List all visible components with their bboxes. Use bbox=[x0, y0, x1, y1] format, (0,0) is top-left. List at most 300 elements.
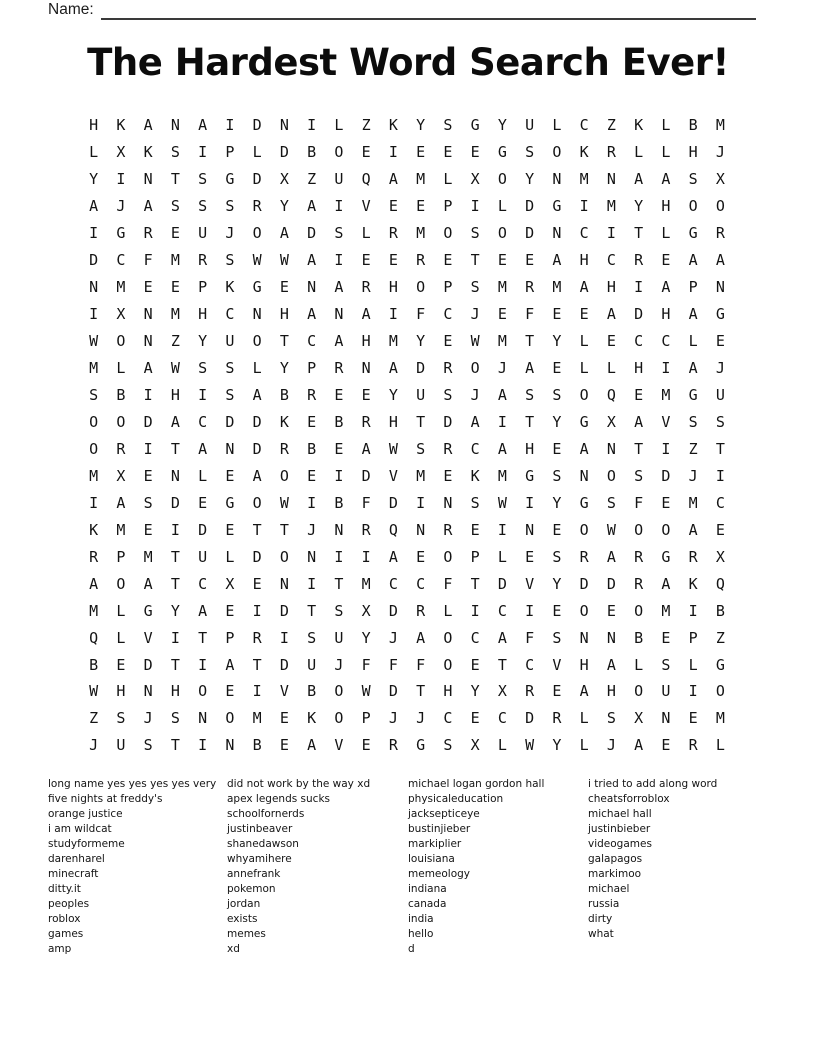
grid-cell: N bbox=[606, 170, 616, 189]
grid-row bbox=[80, 166, 734, 193]
grid-cell: A bbox=[688, 520, 698, 539]
grid-cell: T bbox=[416, 682, 426, 701]
grid-cell: O bbox=[634, 682, 644, 701]
grid-cell: N bbox=[552, 224, 562, 243]
grid-cell: E bbox=[361, 386, 371, 404]
grid-cell: K bbox=[579, 143, 589, 162]
grid-cell: L bbox=[89, 143, 99, 162]
grid-cell: L bbox=[116, 601, 126, 620]
grid-cell: N bbox=[89, 278, 99, 297]
grid-cell: E bbox=[170, 278, 180, 297]
grid-cell: T bbox=[416, 412, 426, 431]
grid-cell: N bbox=[143, 170, 153, 189]
grid-cell: R bbox=[688, 547, 698, 566]
grid-cell: B bbox=[688, 116, 698, 135]
grid-row bbox=[80, 408, 734, 435]
grid-cell: U bbox=[525, 116, 535, 135]
grid-row bbox=[80, 328, 734, 355]
grid-cell: G bbox=[688, 386, 698, 404]
grid-cell: C bbox=[443, 709, 453, 728]
word-list-item: i tried to add along word bbox=[588, 778, 718, 790]
grid-cell: L bbox=[579, 332, 589, 351]
grid-cell: I bbox=[688, 601, 698, 620]
grid-cell: A bbox=[497, 628, 507, 647]
grid-cell: S bbox=[225, 386, 235, 404]
grid-row bbox=[80, 516, 734, 543]
grid-cell: E bbox=[715, 332, 725, 351]
grid-cell: W bbox=[279, 493, 289, 512]
grid-cell: C bbox=[116, 251, 126, 270]
word-list-item: bustinjieber bbox=[408, 823, 471, 835]
grid-cell: O bbox=[634, 520, 644, 539]
grid-cell: A bbox=[252, 386, 262, 404]
grid-cell: L bbox=[497, 197, 507, 216]
grid-cell: N bbox=[307, 278, 317, 297]
grid-cell: L bbox=[443, 170, 453, 189]
grid-cell: T bbox=[525, 412, 535, 431]
grid-cell: U bbox=[334, 170, 344, 189]
word-list-item: dirty bbox=[588, 913, 613, 925]
grid-cell: S bbox=[606, 709, 616, 728]
grid-cell: B bbox=[307, 682, 317, 701]
grid-cell: M bbox=[388, 332, 398, 351]
grid-cell: C bbox=[198, 412, 208, 431]
grid-cell: W bbox=[361, 682, 371, 701]
grid-cell: A bbox=[307, 197, 317, 216]
grid-cell: R bbox=[525, 278, 535, 297]
grid-cell: E bbox=[497, 305, 507, 324]
grid-cell: H bbox=[116, 682, 126, 701]
grid-cell: P bbox=[688, 628, 698, 647]
grid-cell: S bbox=[198, 170, 208, 189]
grid-cell: Y bbox=[552, 736, 562, 755]
grid-cell: E bbox=[525, 547, 535, 566]
grid-cell: M bbox=[715, 709, 725, 728]
word-list-item: games bbox=[48, 928, 84, 940]
grid-cell: R bbox=[252, 197, 262, 216]
grid-cell: C bbox=[470, 628, 480, 647]
grid-row bbox=[80, 247, 734, 274]
word-list-item: michael logan gordon hall bbox=[408, 778, 545, 790]
grid-cell: E bbox=[661, 251, 671, 270]
grid-cell: L bbox=[497, 736, 507, 755]
grid-cell: N bbox=[279, 116, 289, 135]
grid-cell: G bbox=[225, 493, 235, 512]
grid-cell: W bbox=[89, 682, 99, 701]
grid-cell: M bbox=[416, 466, 426, 485]
grid-cell: J bbox=[225, 224, 235, 243]
grid-cell: J bbox=[715, 143, 725, 162]
grid-cell: S bbox=[225, 359, 235, 378]
grid-cell: X bbox=[715, 170, 725, 189]
word-list-item: canada bbox=[408, 898, 447, 910]
grid-cell: E bbox=[443, 143, 453, 162]
grid-cell: E bbox=[661, 628, 671, 647]
word-list-item: galapagos bbox=[588, 853, 643, 865]
grid-cell: F bbox=[143, 251, 153, 270]
grid-cell: A bbox=[143, 116, 153, 135]
grid-cell: V bbox=[361, 197, 371, 216]
grid-cell: G bbox=[252, 278, 262, 297]
grid-cell: S bbox=[198, 197, 208, 216]
grid-cell: W bbox=[606, 520, 616, 539]
grid-cell: Y bbox=[416, 116, 426, 135]
grid-cell: S bbox=[443, 116, 453, 135]
grid-cell: O bbox=[497, 170, 507, 189]
grid-cell: M bbox=[116, 520, 126, 539]
grid-row bbox=[80, 139, 734, 166]
grid-cell: U bbox=[116, 736, 126, 755]
grid-cell: M bbox=[661, 601, 671, 620]
grid-cell: Y bbox=[388, 386, 398, 404]
grid-cell: E bbox=[497, 251, 507, 270]
grid-cell: S bbox=[116, 709, 126, 728]
grid-cell: B bbox=[89, 655, 99, 674]
grid-cell: E bbox=[143, 520, 153, 539]
grid-cell: K bbox=[307, 709, 317, 728]
grid-cell: D bbox=[497, 574, 507, 593]
grid-cell: A bbox=[116, 493, 126, 512]
grid-cell: E bbox=[388, 197, 398, 216]
grid-cell: E bbox=[443, 332, 453, 351]
grid-cell: N bbox=[279, 574, 289, 593]
grid-cell: O bbox=[443, 224, 453, 243]
grid-cell: S bbox=[525, 143, 535, 162]
grid-cell: K bbox=[634, 116, 644, 135]
grid-cell: Y bbox=[552, 574, 562, 593]
grid-cell: T bbox=[252, 520, 262, 539]
grid-cell: V bbox=[143, 628, 153, 647]
grid-cell: C bbox=[470, 439, 480, 458]
grid-cell: E bbox=[552, 359, 562, 378]
grid-cell: E bbox=[443, 466, 453, 485]
grid-cell: O bbox=[579, 520, 589, 539]
grid-cell: N bbox=[361, 359, 371, 378]
grid-cell: I bbox=[606, 224, 616, 243]
grid-cell: T bbox=[497, 655, 507, 674]
grid-cell: R bbox=[443, 359, 453, 378]
word-list-item: peoples bbox=[48, 898, 90, 910]
grid-cell: E bbox=[416, 143, 426, 162]
grid-cell: S bbox=[470, 493, 480, 512]
grid-cell: D bbox=[252, 547, 262, 566]
grid-cell: P bbox=[198, 278, 208, 297]
grid-cell: E bbox=[606, 601, 616, 620]
grid-cell: X bbox=[116, 466, 126, 485]
grid-cell: L bbox=[634, 143, 644, 162]
grid-cell: J bbox=[388, 709, 398, 728]
grid-cell: T bbox=[170, 170, 180, 189]
grid-cell: N bbox=[307, 547, 317, 566]
grid-cell: I bbox=[334, 547, 344, 566]
grid-cell: L bbox=[606, 359, 616, 378]
grid-cell: A bbox=[334, 278, 344, 297]
word-list-item: shanedawson bbox=[227, 838, 299, 850]
grid-cell: S bbox=[443, 386, 453, 404]
grid-cell: K bbox=[688, 574, 698, 593]
grid-cell: E bbox=[361, 736, 371, 755]
grid-cell: H bbox=[388, 278, 398, 297]
grid-cell: H bbox=[388, 412, 398, 431]
grid-cell: L bbox=[579, 709, 589, 728]
grid-cell: Q bbox=[89, 628, 99, 647]
word-list-item: indiana bbox=[408, 883, 447, 895]
grid-cell: F bbox=[416, 305, 426, 324]
grid-cell: P bbox=[307, 359, 317, 378]
word-list-item: markimoo bbox=[588, 868, 642, 880]
grid-cell: G bbox=[552, 197, 562, 216]
grid-cell: Y bbox=[470, 682, 480, 701]
grid-cell: J bbox=[388, 628, 398, 647]
grid-cell: N bbox=[661, 709, 671, 728]
grid-cell: J bbox=[334, 655, 344, 674]
grid-cell: H bbox=[89, 116, 99, 135]
grid-cell: L bbox=[552, 116, 562, 135]
grid-cell: D bbox=[143, 412, 153, 431]
grid-cell: E bbox=[361, 251, 371, 270]
grid-cell: O bbox=[661, 520, 671, 539]
grid-cell: E bbox=[552, 682, 562, 701]
word-list-item: i am wildcat bbox=[48, 823, 112, 835]
grid-cell: A bbox=[497, 386, 507, 404]
grid-cell: A bbox=[143, 197, 153, 216]
grid-cell: E bbox=[443, 251, 453, 270]
grid-cell: L bbox=[361, 224, 371, 243]
grid-cell: A bbox=[688, 305, 698, 324]
grid-cell: D bbox=[443, 412, 453, 431]
grid-cell: C bbox=[416, 574, 426, 593]
grid-cell: E bbox=[279, 736, 289, 755]
grid-cell: R bbox=[198, 251, 208, 270]
grid-cell: R bbox=[361, 278, 371, 297]
grid-cell: R bbox=[252, 628, 262, 647]
word-list-item: exists bbox=[227, 913, 258, 925]
grid-cell: N bbox=[143, 305, 153, 324]
grid-cell: O bbox=[688, 197, 698, 216]
grid-cell: Y bbox=[279, 359, 289, 378]
grid-cell: G bbox=[416, 736, 426, 755]
grid-cell: P bbox=[361, 709, 371, 728]
grid-cell: Z bbox=[307, 170, 317, 189]
grid-cell: E bbox=[688, 709, 698, 728]
grid-cell: O bbox=[634, 601, 644, 620]
grid-cell: A bbox=[634, 412, 644, 431]
word-search-grid bbox=[80, 112, 734, 759]
grid-cell: E bbox=[470, 143, 480, 162]
grid-cell: P bbox=[225, 143, 235, 162]
grid-cell: R bbox=[634, 574, 644, 593]
grid-cell: W bbox=[89, 332, 99, 351]
grid-cell: O bbox=[252, 493, 262, 512]
grid-cell: A bbox=[688, 251, 698, 270]
grid-cell: O bbox=[715, 682, 725, 701]
grid-cell: K bbox=[279, 412, 289, 431]
grid-cell: N bbox=[143, 332, 153, 351]
grid-cell: R bbox=[143, 224, 153, 243]
grid-cell: C bbox=[525, 655, 535, 674]
grid-cell: S bbox=[143, 736, 153, 755]
grid-row bbox=[80, 193, 734, 220]
grid-cell: E bbox=[579, 305, 589, 324]
grid-cell: X bbox=[470, 736, 480, 755]
grid-cell: U bbox=[334, 628, 344, 647]
grid-cell: R bbox=[361, 520, 371, 539]
grid-cell: I bbox=[715, 466, 725, 485]
grid-cell: L bbox=[252, 143, 262, 162]
grid-cell: D bbox=[143, 655, 153, 674]
grid-cell: S bbox=[552, 466, 562, 485]
grid-cell: G bbox=[661, 547, 671, 566]
grid-cell: C bbox=[198, 574, 208, 593]
grid-cell: H bbox=[198, 305, 208, 324]
word-list-item: jordan bbox=[227, 898, 261, 910]
grid-cell: W bbox=[279, 251, 289, 270]
grid-cell: I bbox=[252, 682, 262, 701]
grid-cell: H bbox=[361, 332, 371, 351]
grid-cell: W bbox=[388, 439, 398, 458]
grid-cell: X bbox=[470, 170, 480, 189]
grid-cell: W bbox=[497, 493, 507, 512]
grid-cell: I bbox=[307, 574, 317, 593]
grid-row bbox=[80, 705, 734, 732]
grid-cell: N bbox=[225, 439, 235, 458]
grid-cell: B bbox=[334, 412, 344, 431]
grid-cell: T bbox=[525, 332, 535, 351]
grid-cell: C bbox=[225, 305, 235, 324]
grid-cell: K bbox=[143, 143, 153, 162]
grid-cell: E bbox=[252, 574, 262, 593]
grid-cell: T bbox=[170, 439, 180, 458]
grid-cell: Q bbox=[606, 386, 616, 404]
grid-cell: S bbox=[552, 386, 562, 404]
grid-cell: X bbox=[634, 709, 644, 728]
grid-cell: L bbox=[688, 655, 698, 674]
grid-cell: A bbox=[579, 682, 589, 701]
grid-cell: E bbox=[525, 251, 535, 270]
grid-cell: T bbox=[279, 520, 289, 539]
grid-row bbox=[80, 462, 734, 489]
grid-cell: B bbox=[279, 386, 289, 404]
grid-cell: O bbox=[252, 332, 262, 351]
grid-cell: H bbox=[170, 682, 180, 701]
grid-cell: H bbox=[688, 143, 698, 162]
grid-cell: A bbox=[634, 170, 644, 189]
grid-cell: R bbox=[388, 224, 398, 243]
grid-cell: X bbox=[715, 547, 725, 566]
grid-cell: M bbox=[497, 278, 507, 297]
grid-cell: A bbox=[525, 359, 535, 378]
grid-cell: O bbox=[252, 224, 262, 243]
word-list-column bbox=[227, 777, 403, 957]
grid-cell: S bbox=[606, 493, 616, 512]
grid-cell: A bbox=[170, 412, 180, 431]
grid-cell: E bbox=[225, 520, 235, 539]
grid-cell: X bbox=[606, 412, 616, 431]
grid-cell: B bbox=[715, 601, 725, 620]
grid-cell: A bbox=[307, 251, 317, 270]
grid-cell: J bbox=[89, 736, 99, 755]
grid-cell: R bbox=[634, 547, 644, 566]
grid-cell: R bbox=[416, 251, 426, 270]
grid-cell: H bbox=[525, 439, 535, 458]
grid-cell: L bbox=[334, 116, 344, 135]
grid-cell: D bbox=[388, 682, 398, 701]
grid-cell: O bbox=[334, 143, 344, 162]
grid-cell: S bbox=[634, 466, 644, 485]
grid-cell: R bbox=[361, 412, 371, 431]
grid-cell: I bbox=[307, 493, 317, 512]
grid-cell: V bbox=[388, 466, 398, 485]
grid-cell: V bbox=[661, 412, 671, 431]
grid-cell: M bbox=[688, 493, 698, 512]
grid-cell: A bbox=[497, 439, 507, 458]
grid-cell: V bbox=[552, 655, 562, 674]
grid-cell: Y bbox=[279, 197, 289, 216]
word-list-item: amp bbox=[48, 943, 72, 955]
grid-row bbox=[80, 624, 734, 651]
grid-cell: A bbox=[606, 655, 616, 674]
grid-cell: G bbox=[143, 601, 153, 620]
grid-cell: I bbox=[688, 682, 698, 701]
grid-cell: G bbox=[225, 170, 235, 189]
grid-cell: C bbox=[388, 574, 398, 593]
grid-cell: A bbox=[388, 170, 398, 189]
grid-cell: S bbox=[225, 251, 235, 270]
grid-cell: A bbox=[388, 547, 398, 566]
grid-cell: H bbox=[606, 682, 616, 701]
grid-cell: V bbox=[279, 682, 289, 701]
grid-cell: O bbox=[225, 709, 235, 728]
grid-cell: S bbox=[525, 386, 535, 404]
grid-cell: G bbox=[715, 655, 725, 674]
grid-cell: L bbox=[198, 466, 208, 485]
grid-cell: Q bbox=[715, 574, 725, 593]
grid-cell: H bbox=[170, 386, 180, 404]
grid-cell: M bbox=[252, 709, 262, 728]
word-list-item: cheatsforroblox bbox=[588, 793, 670, 805]
grid-cell: R bbox=[279, 439, 289, 458]
grid-cell: R bbox=[443, 520, 453, 539]
grid-cell: T bbox=[170, 736, 180, 755]
grid-cell: A bbox=[143, 574, 153, 593]
grid-cell: N bbox=[334, 520, 344, 539]
grid-cell: L bbox=[579, 359, 589, 378]
grid-cell: A bbox=[579, 439, 589, 458]
grid-cell: I bbox=[170, 628, 180, 647]
grid-cell: S bbox=[170, 709, 180, 728]
word-list-item: michael hall bbox=[588, 808, 652, 820]
grid-cell: H bbox=[634, 359, 644, 378]
grid-cell: A bbox=[89, 197, 99, 216]
word-list-item: physicaleducation bbox=[408, 793, 504, 805]
grid-row bbox=[80, 597, 734, 624]
grid-cell: F bbox=[361, 655, 371, 674]
grid-cell: L bbox=[225, 547, 235, 566]
grid-cell: X bbox=[361, 601, 371, 620]
grid-cell: Z bbox=[606, 116, 616, 135]
grid-cell: I bbox=[225, 116, 235, 135]
grid-cell: E bbox=[552, 305, 562, 324]
grid-cell: I bbox=[116, 170, 126, 189]
grid-cell: D bbox=[388, 493, 398, 512]
grid-cell: S bbox=[552, 547, 562, 566]
grid-cell: U bbox=[198, 547, 208, 566]
grid-cell: L bbox=[116, 628, 126, 647]
grid-cell: I bbox=[579, 197, 589, 216]
grid-cell: R bbox=[307, 386, 317, 404]
word-list-item: india bbox=[408, 913, 434, 925]
grid-cell: E bbox=[661, 736, 671, 755]
